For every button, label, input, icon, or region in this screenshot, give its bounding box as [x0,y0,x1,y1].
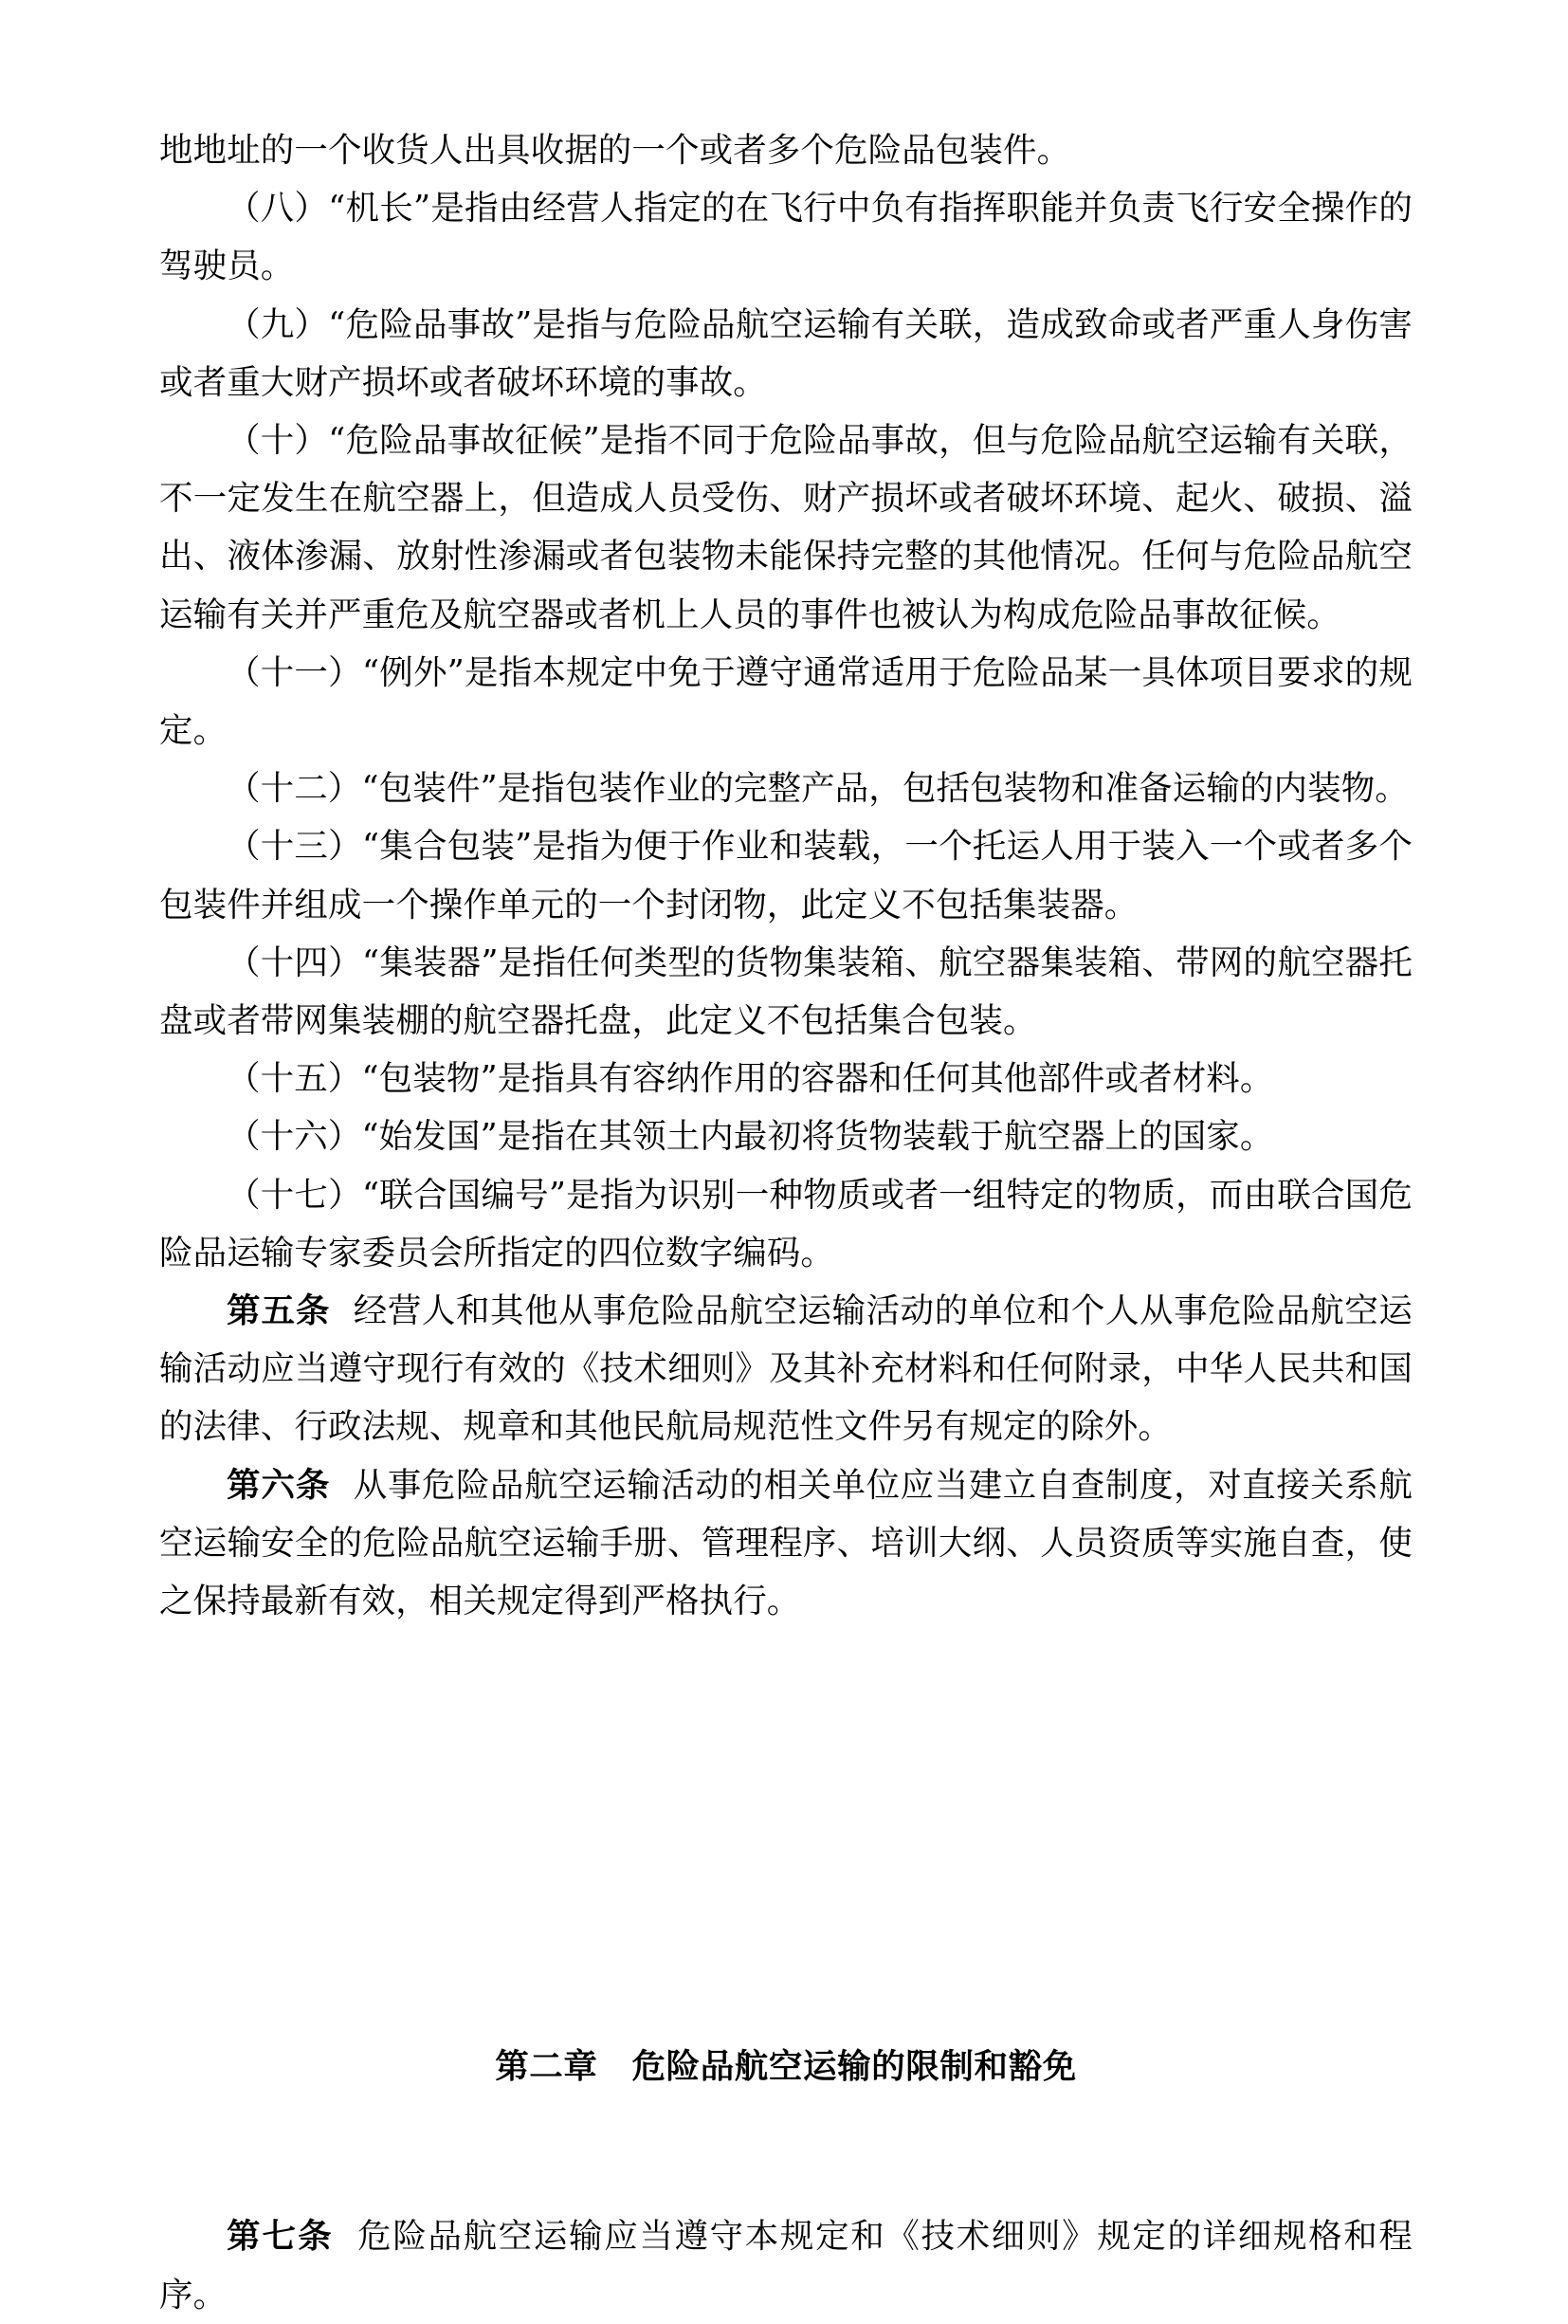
chapter-heading-top-spacer [159,1630,1413,2038]
article-6-label: 第六条 [227,1465,331,1505]
chapter-heading-title: 危险品航空运输的限制和豁免 [631,2047,1077,2087]
definition-item-10: （十）“危险品事故征候”是指不同于危险品事故，但与危险品航空运输有关联，不一定发生在航空器上，但造成人员受伤、财产损坏或者破坏环境、起火、破损、溢出、液体渗漏、放射性渗漏或者包装物未能保持完整的其他情况。任何与危险品航空运输有关并严重危及航空器或者机上人员的事件也被认为构成危险品事故征候。 [159,421,1413,634]
definition-item-15: （十五）“包装物”是指具有容纳作用的容器和任何其他部件或者材料。 [227,1059,1274,1099]
article-5-label: 第五条 [227,1291,331,1331]
definition-item-17: （十七）“联合国编号”是指为识别一种物质或者一组特定的物质，而由联合国危险品运输专家委员会所指定的四位数字编码。 [159,1175,1413,1272]
article-7-text: 危险品航空运输应当遵守本规定和《技术细则》规定的详细规格和程序。 [159,2217,1413,2315]
article-5-text: 经营人和其他从事危险品航空运输活动的单位和个人从事危险品航空运输活动应当遵守现行有效的《技术细则》及其补充材料和任何附录，中华人民共和国的法律、行政法规、规章和其他民航局规范性文件另有规定的除外。 [159,1291,1413,1447]
article-6-text: 从事危险品航空运输活动的相关单位应当建立自查制度，对直接关系航空运输安全的危险品航空运输手册、管理程序、培训大纲、人员资质等实施自查，使之保持最新有效，相关规定得到严格执行。 [159,1465,1413,1621]
definition-item-11: （十一）“例外”是指本规定中免于遵守通常适用于危险品某一具体项目要求的规定。 [159,652,1413,751]
chapter-heading-number: 第二章 [495,2047,598,2087]
article-5 [159,1282,1413,1456]
article-7 [159,2207,1413,2323]
definition-item-9: （九）“危险品事故”是指与危险品航空运输有关联，造成致命或者严重人身伤害或者重大财产损坏或者破坏环境的事故。 [159,304,1413,402]
definition-item-16: （十六）“始发国”是指在其领土内最初将货物装载于航空器上的国家。 [227,1117,1274,1157]
chapter-heading [159,2038,1413,2095]
definition-item-14: （十四）“集装器”是指任何类型的货物集装箱、航空器集装箱、带网的航空器托盘或者带网集装棚的航空器托盘，此定义不包括集合包装。 [159,942,1413,1041]
chapter-heading-bottom-spacer [159,2095,1413,2207]
carryover-paragraph: 地地址的一个收货人出具收据的一个或者多个危险品包装件。 [159,131,1071,170]
definition-item-12: （十二）“包装件”是指包装作业的完整产品，包括包装物和准备运输的内装物。 [227,769,1409,809]
article-6 [159,1456,1413,1631]
definition-item-13: （十三）“集合包装”是指为便于作业和装载，一个托运人用于装入一个或者多个包装件并组成一个操作单元的一个封闭物，此定义不包括集装器。 [159,827,1413,924]
page-text-block [159,121,1413,2324]
article-7-label: 第七条 [227,2217,334,2257]
definition-item-8: （八）“机长”是指由经营人指定的在飞行中负有指挥职能并负责飞行安全操作的驾驶员。 [159,189,1413,286]
